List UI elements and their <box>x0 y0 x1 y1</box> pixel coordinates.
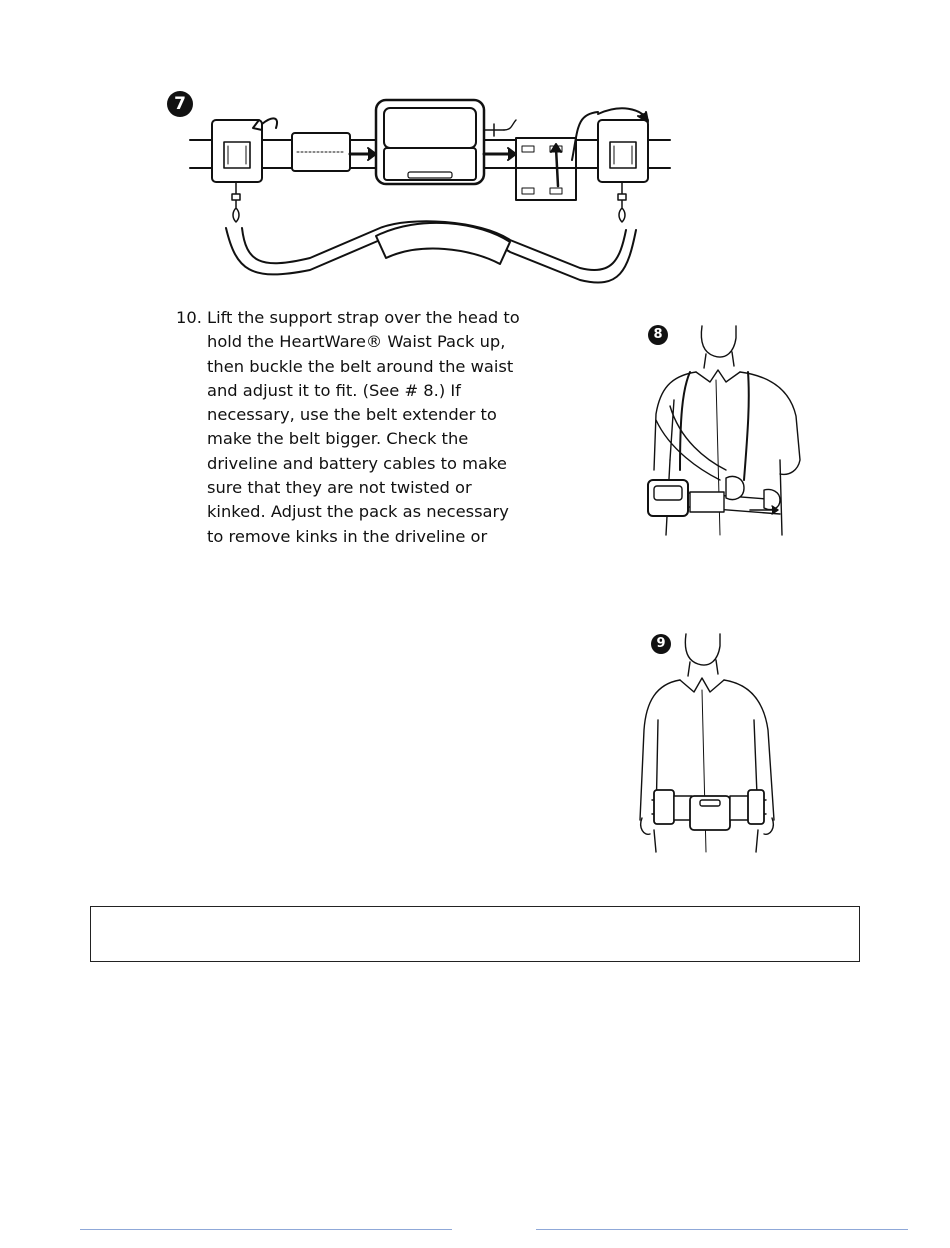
person-wearing-waist-pack-illustration <box>630 630 790 855</box>
footer-rule-left <box>80 1229 452 1230</box>
step-number: 10. <box>176 308 202 327</box>
footer-rule-right <box>536 1229 908 1230</box>
waist-pack-belt-diagram <box>180 90 680 295</box>
figure-8-badge: 8 <box>648 325 668 345</box>
figure-9-badge: 9 <box>651 634 671 654</box>
figure-7-badge: 7 <box>167 91 193 117</box>
note-box <box>90 906 860 962</box>
step-text: Lift the support strap over the head to hold the HeartWare® Waist Pack up, then buckle the belt around the waist and adjust it to fit. (See # 8.) If necessary, use the belt extender to make the belt bigger. Check the driveline and battery cables to make sure that they are not twisted or kinked. Adjust the pack as necessary to remove kinks in the driveline or <box>207 308 520 546</box>
person-buckling-belt-illustration <box>630 320 820 545</box>
step-10 <box>176 306 521 549</box>
